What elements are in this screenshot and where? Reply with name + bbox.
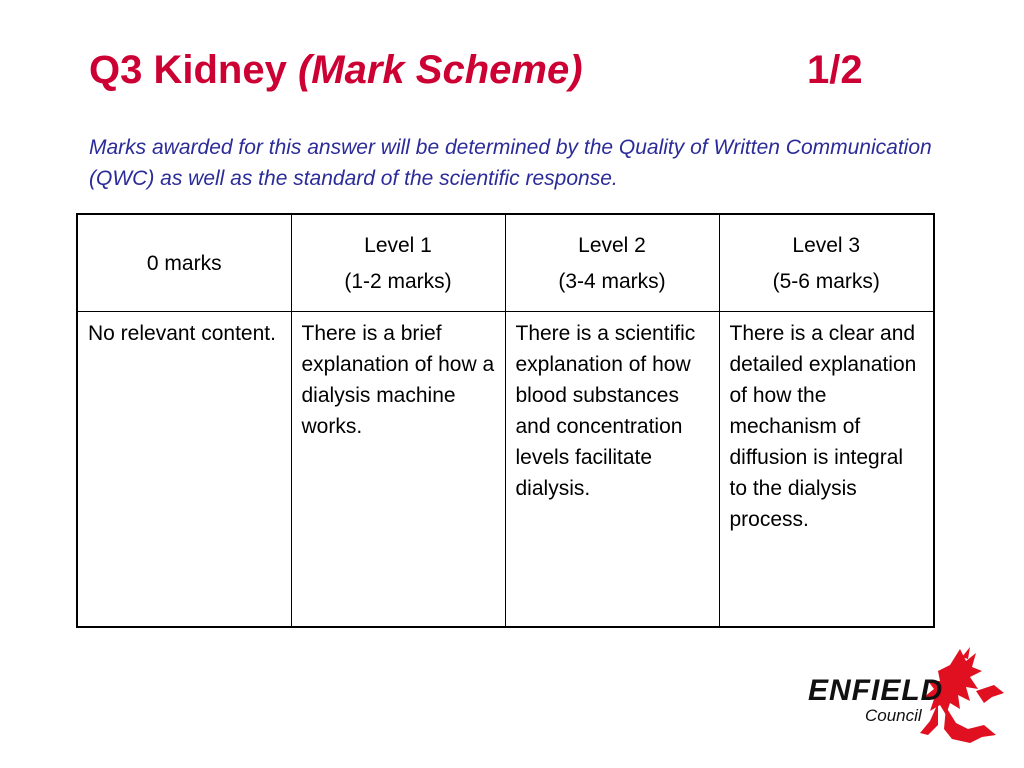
logo-wordmark: ENFIELD [808, 674, 944, 707]
page-indicator: 1/2 [807, 48, 863, 92]
table-row [77, 312, 934, 628]
descriptor-level-1: There is a brief explanation of how a dialysis machine works. [291, 312, 505, 628]
table-header-row [77, 214, 934, 312]
header-label: Level 3 [792, 233, 861, 257]
header-label: Level 1 [364, 233, 432, 257]
header-marks-range: (5-6 marks) [772, 269, 880, 293]
header-label: 0 marks [146, 251, 222, 275]
logo-subname: Council [865, 706, 922, 725]
descriptor-0-marks: No relevant content. [77, 312, 291, 628]
descriptor-level-3: There is a clear and detailed explanation of how the mechanism of diffusion is integral to the dialysis process. [719, 312, 934, 628]
header-marks-range: (1-2 marks) [344, 269, 452, 293]
header-cell-level-2 [505, 214, 719, 312]
title-main: Q3 Kidney [89, 48, 287, 92]
mark-scheme-table [76, 213, 935, 628]
header-label: Level 2 [578, 233, 646, 257]
header-cell-level-1 [291, 214, 505, 312]
header-marks-range: (3-4 marks) [558, 269, 666, 293]
header-cell-level-3 [719, 214, 934, 312]
descriptor-level-2: There is a scientific explanation of how blood substances and concentration levels facilitate dialysis. [505, 312, 719, 628]
qwc-note: Marks awarded for this answer will be determined by the Quality of Written Communication (QWC) as well as the standard of the scientific response. [89, 136, 932, 190]
header-cell-0-marks [77, 214, 291, 312]
title-italic: (Mark Scheme) [297, 48, 583, 92]
slide-title [89, 42, 863, 98]
